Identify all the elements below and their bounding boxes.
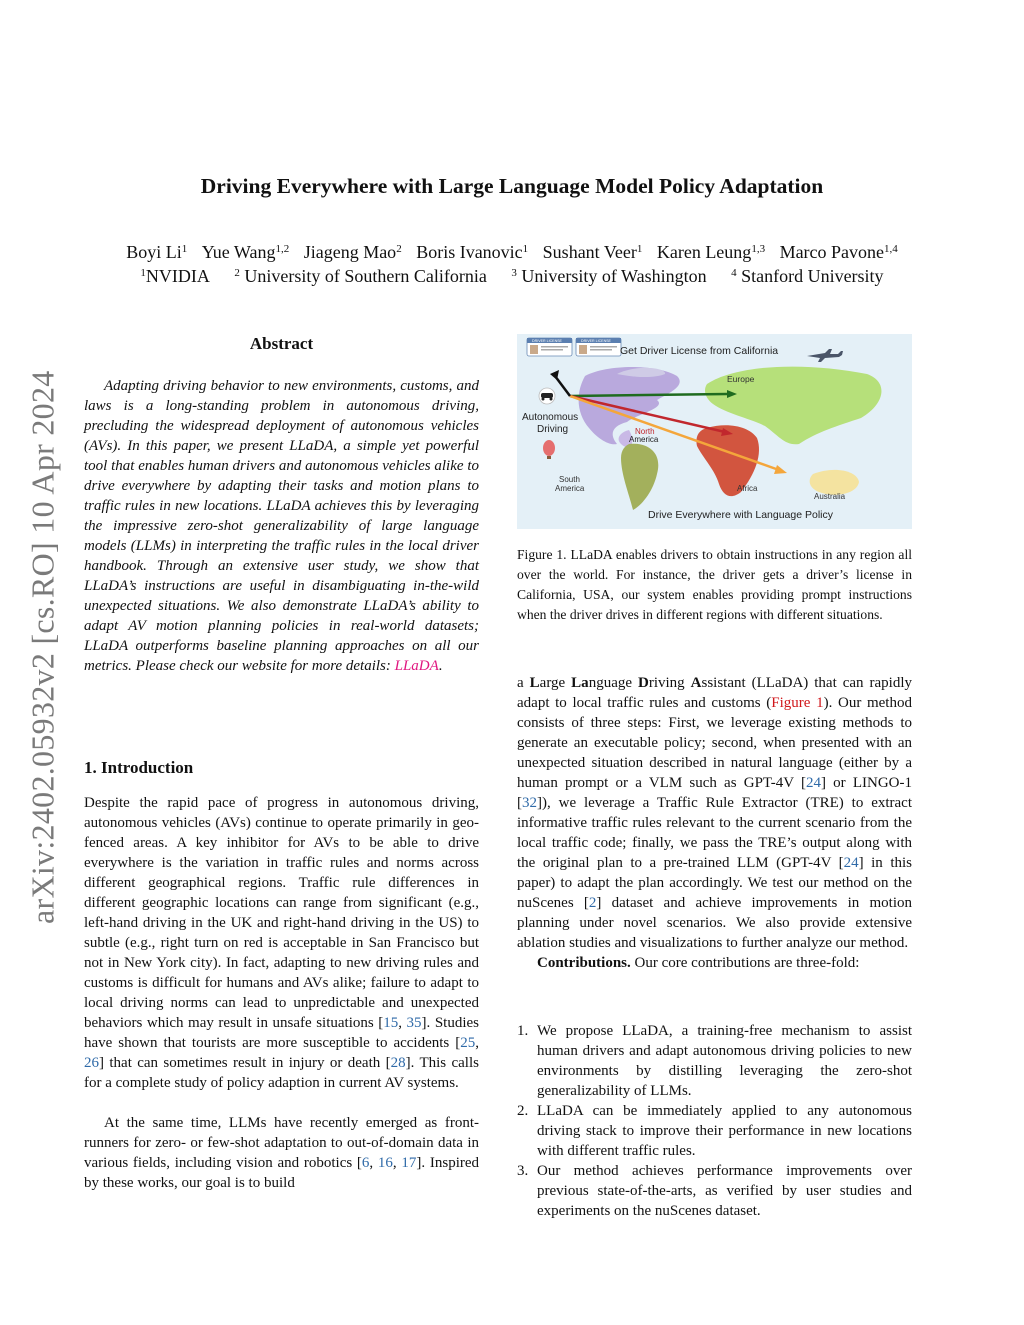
license-card-2 (576, 338, 621, 356)
license-card-2-label: DRIVER LICENSE (581, 339, 611, 343)
affiliation: $^1$NVIDIA (140, 266, 210, 286)
citation-link[interactable]: 16 (377, 1155, 393, 1171)
author: Karen Leung$^{1,3}$ (656, 242, 766, 262)
affiliation: $^2$ University of Southern California (234, 266, 487, 286)
south-label: South (559, 475, 580, 484)
contributions-list (517, 1021, 912, 1221)
citation-link[interactable]: 24 (805, 775, 821, 791)
paper-title: Driving Everywhere with Large Language Model Policy Adaptation (200, 174, 824, 198)
south-america-label: America (555, 484, 585, 493)
america-label: America (629, 435, 659, 444)
figure-bottom-label: Drive Everywhere with Language Policy (648, 509, 834, 521)
author-list (80, 240, 944, 264)
section-heading-introduction: 1. Introduction (84, 758, 194, 777)
license-card-1-label: DRIVER LICENSE (532, 339, 562, 343)
author: Jiageng Mao$^2$ (303, 242, 402, 262)
north-label: North (635, 427, 655, 436)
citation-link[interactable]: 32 (522, 795, 537, 811)
list-item: 1. We propose LLaDA, a training-free mechanism to assist human drivers and adapt autonomous driving policies to new environments by distilling leveraging the zero-shot generalizability of LLMs. (517, 1023, 912, 1099)
affiliation-list (80, 264, 944, 288)
citation-link[interactable]: 24 (843, 855, 859, 871)
autonomous-label: Autonomous (522, 412, 579, 423)
australia-label: Australia (814, 492, 846, 501)
list-item: 3. Our method achieves performance improvements over previous state-of-the-arts, as verified by user studies and experiments on the nuScenes dataset. (517, 1163, 912, 1219)
intro-paragraph-2: At the same time, LLMs have recently emerged as front-runners for zero- or few-shot adaptation to out-of-domain data in various fields, including vision and robotics [6, 16, 17]. Inspired by these works, our goal is to build (84, 1115, 480, 1191)
citation-link[interactable]: 15 (383, 1015, 399, 1031)
author: Yue Wang$^{1,2}$ (201, 242, 290, 262)
africa-label: Africa (737, 484, 758, 493)
contributions-label: Contributions. (537, 955, 631, 971)
affiliation: $^4$ Stanford University (731, 266, 884, 286)
figure-top-label: Get Driver License from California (620, 345, 779, 357)
figure-1-caption: Figure 1. LLaDA enables drivers to obtain instructions in any region all over the world. For instance, the driver gets a driver’s license in California, USA, our system enables providing prompt instructions when the driver drives in different regions with different situations. (517, 547, 912, 622)
citation-link[interactable]: 28 (390, 1055, 406, 1071)
citation-link[interactable]: 35 (406, 1015, 422, 1031)
author: Sushant Veer$^1$ (542, 242, 643, 262)
europe-label: Europe (727, 374, 755, 384)
author: Boyi Li$^1$ (126, 242, 188, 262)
website-link[interactable]: LLaDA (394, 658, 439, 674)
author: Marco Pavone$^{1,4}$ (779, 242, 898, 262)
list-item: 2. LLaDA can be immediately applied to any autonomous driving stack to improve their performance in new locations with different traffic rules. (517, 1103, 912, 1159)
author: Boris Ivanovic$^1$ (416, 242, 529, 262)
figure-1-world-map (517, 334, 912, 529)
citation-link[interactable]: 25 (460, 1035, 476, 1051)
citation-link[interactable]: 2 (588, 895, 597, 911)
citation-link[interactable]: 26 (84, 1055, 99, 1071)
driving-label: Driving (537, 424, 569, 435)
license-card-1 (527, 338, 572, 356)
abstract-text: Adapting driving behavior to new environments, customs, and laws is a long-standing problem in autonomous driving, precluding the widespread deployment of autonomous vehicles (AVs). In this paper, we present LLaDA, a simple yet powerful tool that enables human drivers and autonomous vehicles alike to drive everywhere by adapting their tasks and motion plans to traffic rules in new locations. LLaDA achieves this by leveraging the impressive zero-shot generalizability of large language models (LLMs) in interpreting the traffic rules in the local driver handbook. Through an extensive user study, we show that LLaDA’s instructions are useful in disambiguating in-the-wild unexpected situations. We also demonstrate LLaDA’s ability to adapt AV motion planning policies in real-world datasets; LLaDA outperforms baseline planning approaches on all our metrics. Please check our website for more details: LLaDA. (84, 378, 479, 674)
citation-link[interactable]: 17 (401, 1155, 417, 1171)
figure-ref-link[interactable]: Figure 1 (771, 695, 824, 711)
author-block (80, 240, 944, 288)
intro-paragraph-1: Despite the rapid pace of progress in autonomous driving, autonomous vehicles (AVs) continue to operate primarily in geo-fenced areas. A key inhibitor for AVs to be able to drive everywhere is the variation in traffic rules and norms across different geographical regions. Traffic rule differences in different geographic locations can range from significant (e.g., left-hand driving in the UK and right-hand driving in the US) to subtle (e.g., right turn on red is acceptable in San Francisco but not in New York city). In fact, adapting to new driving rules and customs is difficult for humans and AVs alike; failure to adapt to local driving norms can lead to unpredictable and unexpected behaviors which may result in unsafe situations [15, 35]. Studies have shown that tourists are more susceptible to accidents [25, 26] that can sometimes result in injury or death [28]. This calls for a complete study of policy adaption in current AV systems. (84, 795, 480, 1091)
car-icon (539, 388, 555, 404)
citation-link[interactable]: 6 (361, 1155, 370, 1171)
affiliation: $^3$ University of Washington (511, 266, 707, 286)
abstract-heading: Abstract (249, 334, 314, 353)
arxiv-identifier: arXiv:2402.05932v2 [cs.RO] 10 Apr 2024 (24, 370, 61, 924)
right-paragraph-1: a Large Language Driving Assistant (LLaDA) that can rapidly adapt to local traffic rules and customs (Figure 1). Our method consists of three steps: First, we leverage existing methods to generate an executable policy; second, when presented with an unexpected situation described in natural language (either by a human prompt or a VLM such as GPT-4V [24] or LINGO-1 [32]), we leverage a Traffic Rule Extractor (TRE) to extract informative traffic rules relevant to the current scenario from the local traffic code; finally, we pass the TRE’s output along with the original plan to a pre-trained LLM (GPT-4V [24] in this paper) to adapt the plan accordingly. We test our method on the nuScenes [2] dataset and achieve improvements in motion planning under novel scenarios. We also provide extensive ablation studies and visualizations to further analyze our method. Contributions. Our core contributions are three-fold: (517, 675, 913, 971)
